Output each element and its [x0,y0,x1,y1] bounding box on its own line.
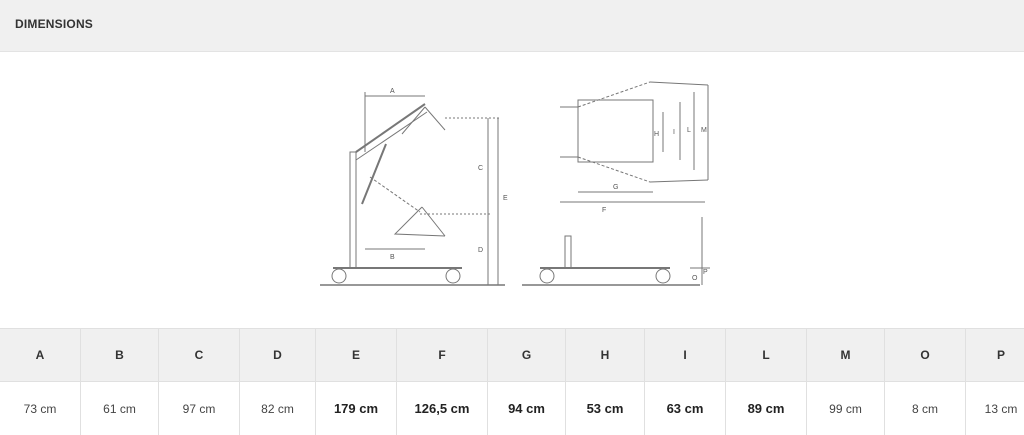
value-cell-g: 94 cm [488,382,566,435]
label-P: P [703,269,708,276]
column-header-l: L [726,329,807,382]
value-cell-m: 99 cm [807,382,885,435]
label-L: L [687,127,691,134]
dimensions-table [0,328,1024,435]
label-A: A [390,88,395,95]
column-header-p: P [966,329,1024,382]
value-cell-d: 82 cm [240,382,316,435]
value-cell-a: 73 cm [0,382,81,435]
value-cell-h: 53 cm [566,382,645,435]
section-header [0,0,1024,52]
value-cell-b: 61 cm [81,382,159,435]
value-cell-p: 13 cm [966,382,1024,435]
value-cell-c: 97 cm [159,382,240,435]
column-header-e: E [316,329,397,382]
column-header-f: F [397,329,488,382]
section-title: DIMENSIONS [15,17,93,31]
column-header-b: B [81,329,159,382]
column-header-c: C [159,329,240,382]
label-G: G [613,184,618,191]
column-header-a: A [0,329,81,382]
value-cell-f: 126,5 cm [397,382,488,435]
label-E: E [503,195,508,202]
label-M: M [701,127,707,134]
column-header-i: I [645,329,726,382]
column-header-o: O [885,329,966,382]
value-cell-l: 89 cm [726,382,807,435]
dimensions-drawing [0,52,1024,328]
column-header-d: D [240,329,316,382]
label-B: B [390,254,395,261]
column-header-h: H [566,329,645,382]
table-row [0,382,1024,435]
value-cell-o: 8 cm [885,382,966,435]
drawing-labels [390,88,708,282]
label-I: I [673,129,675,136]
column-header-m: M [807,329,885,382]
value-cell-i: 63 cm [645,382,726,435]
label-D: D [478,247,483,254]
label-C: C [478,165,483,172]
label-O: O [692,275,698,282]
column-header-g: G [488,329,566,382]
label-H: H [654,131,659,138]
label-F: F [602,207,606,214]
table-header-row [0,329,1024,382]
value-cell-e: 179 cm [316,382,397,435]
technical-drawing [0,52,1024,328]
